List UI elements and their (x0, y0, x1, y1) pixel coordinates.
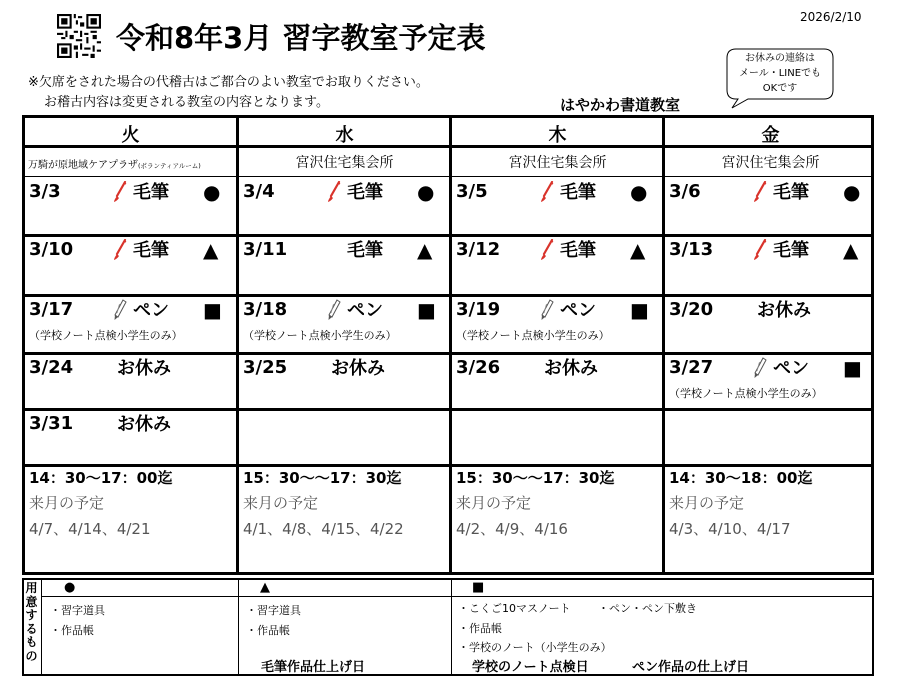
lesson-date: 3/20 (669, 299, 714, 320)
bubble-line: お休みの連絡は (745, 53, 815, 64)
next-month-dates: 4/7、4/14、4/21 (29, 520, 151, 538)
brush-icon (540, 239, 554, 261)
lesson-type: 毛筆 (133, 182, 169, 203)
next-month-label: 来月の予定 (669, 494, 745, 512)
triangle-mark: ▲ (203, 238, 219, 262)
bubble-line: OKです (762, 83, 798, 94)
circle-mark: ● (843, 180, 861, 204)
item-line: ・こくご10マスノート (458, 602, 571, 615)
issue-date: 2026/2/10 (800, 10, 862, 24)
triangle-mark: ▲ (630, 238, 646, 262)
lesson-type: ペン (773, 358, 809, 379)
lesson-hours: 14：30〜18：00迄 (669, 469, 813, 487)
side-char: 用 (25, 581, 38, 595)
next-month-dates: 4/2、4/9、4/16 (456, 520, 568, 538)
brush-icon (753, 181, 767, 203)
pencil-icon (113, 299, 127, 321)
day-header: 水 (335, 125, 354, 146)
side-char: す (25, 608, 38, 622)
lesson-date: 3/31 (29, 413, 74, 434)
item-footer: 学校のノート点検日 (472, 660, 589, 675)
square-mark: ■ (472, 580, 485, 595)
pencil-icon (327, 299, 341, 321)
bubble-line: メール・LINEでも (738, 68, 822, 79)
holiday-label: お休み (544, 358, 598, 379)
classroom-name: はやかわ書道教室 (560, 96, 681, 114)
day-header: 金 (761, 125, 780, 146)
items-table (22, 578, 874, 676)
item-line: ・習字道具 (50, 604, 105, 617)
schedule-table (22, 115, 874, 575)
holiday-label: お休み (331, 358, 385, 379)
holiday-label: お休み (117, 358, 171, 379)
brush-icon (113, 239, 127, 261)
lesson-type: ペン (133, 300, 169, 321)
lesson-date: 3/11 (243, 239, 288, 260)
next-month-dates: 4/1、4/8、4/15、4/22 (243, 520, 404, 538)
pencil-icon (753, 357, 767, 379)
lesson-type: ペン (347, 300, 383, 321)
page-title: 令和8年3月 習字教室予定表 (116, 21, 486, 55)
lesson-date: 3/26 (456, 357, 501, 378)
lesson-date: 3/6 (669, 181, 701, 202)
side-char: も (25, 635, 38, 649)
lesson-date: 3/3 (29, 181, 61, 202)
items-side-label (24, 582, 39, 663)
brush-icon (753, 239, 767, 261)
location-room: (ボランティアルーム) (138, 162, 201, 170)
item-line: ・学校のノート（小学生のみ） (458, 641, 612, 654)
lesson-date: 3/19 (456, 299, 501, 320)
item-line: ・作品帳 (246, 624, 290, 637)
lesson-date: 3/18 (243, 299, 288, 320)
location-name: 万騎が原地域ケアプラザ (28, 160, 138, 171)
location-label: 宮沢住宅集会所 (295, 155, 394, 171)
lesson-hours: 14：30〜17：00迄 (29, 469, 173, 487)
note-line-1: ※欠席をされた場合の代稽古はご都合のよい教室でお取りください。 (28, 75, 429, 90)
circle-mark: ● (203, 180, 221, 204)
lesson-type: 毛筆 (347, 182, 383, 203)
brush-icon (540, 181, 554, 203)
day-header: 木 (548, 125, 567, 146)
triangle-mark: ▲ (260, 580, 270, 595)
side-char: る (25, 621, 38, 636)
brush-icon (113, 181, 127, 203)
item-line: ・ペン・ペン下敷き (598, 602, 697, 615)
lesson-type: 毛筆 (773, 182, 809, 203)
lesson-type: 毛筆 (347, 240, 383, 261)
bubble-text (726, 51, 834, 96)
item-footer: 毛筆作品仕上げ日 (261, 660, 366, 675)
lesson-hours: 15：30〜〜17：30迄 (456, 469, 615, 487)
location-label (25, 156, 239, 180)
triangle-mark: ▲ (843, 238, 859, 262)
lesson-hours: 15：30〜〜17：30迄 (243, 469, 402, 487)
brush-icon (327, 181, 341, 203)
lesson-date: 3/12 (456, 239, 501, 260)
triangle-mark: ▲ (417, 238, 433, 262)
lesson-date: 3/4 (243, 181, 275, 202)
holiday-label: お休み (117, 414, 171, 435)
lesson-type: 毛筆 (773, 240, 809, 261)
circle-mark: ● (630, 180, 648, 204)
lesson-note: （学校ノート点検小学生のみ） (29, 329, 183, 342)
item-line: ・習字道具 (246, 604, 301, 617)
lesson-type: 毛筆 (133, 240, 169, 261)
square-mark: ■ (203, 298, 222, 322)
location-label: 宮沢住宅集会所 (508, 155, 607, 171)
pencil-icon (540, 299, 554, 321)
side-char: 意 (25, 594, 38, 609)
lesson-date: 3/24 (29, 357, 74, 378)
lesson-type: ペン (560, 300, 596, 321)
circle-mark: ● (417, 180, 435, 204)
day-header: 火 (121, 125, 140, 146)
next-month-label: 来月の予定 (243, 494, 319, 512)
lesson-date: 3/5 (456, 181, 488, 202)
qr-code (57, 14, 101, 58)
next-month-label: 来月の予定 (456, 494, 532, 512)
note-line-2: お稽古内容は変更される教室の内容となります。 (44, 95, 329, 110)
lesson-note: （学校ノート点検小学生のみ） (456, 329, 610, 342)
square-mark: ■ (417, 298, 436, 322)
square-mark: ■ (843, 356, 862, 380)
lesson-type: 毛筆 (560, 182, 596, 203)
lesson-date: 3/27 (669, 357, 714, 378)
circle-mark: ● (64, 580, 76, 595)
item-line: ・作品帳 (50, 624, 94, 637)
item-line: ・作品帳 (458, 622, 502, 635)
holiday-label: お休み (757, 300, 811, 321)
next-month-dates: 4/3、4/10、4/17 (669, 520, 791, 538)
square-mark: ■ (630, 298, 649, 322)
lesson-note: （学校ノート点検小学生のみ） (243, 329, 397, 342)
lesson-note: （学校ノート点検小学生のみ） (669, 387, 823, 400)
lesson-date: 3/17 (29, 299, 74, 320)
lesson-date: 3/25 (243, 357, 288, 378)
location-label: 宮沢住宅集会所 (721, 155, 820, 171)
side-char: の (25, 648, 38, 663)
next-month-label: 来月の予定 (29, 494, 105, 512)
lesson-date: 3/10 (29, 239, 74, 260)
lesson-type: 毛筆 (560, 240, 596, 261)
lesson-date: 3/13 (669, 239, 714, 260)
item-footer: ペン作品の仕上げ日 (632, 660, 750, 675)
